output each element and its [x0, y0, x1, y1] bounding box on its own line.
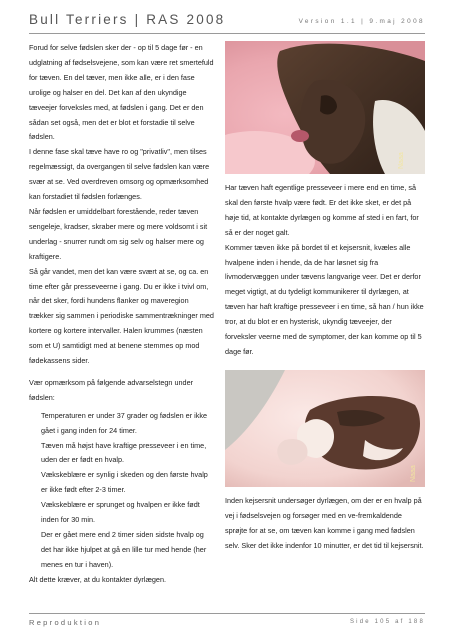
right-column-top — [225, 181, 425, 360]
section-name: Reproduktion — [29, 618, 102, 627]
closing-paragraph: Alt dette kræver, at du kontakter dyrlægen. — [29, 574, 167, 584]
right-column-bottom — [225, 494, 425, 554]
list-item: Der er gået mere end 2 timer siden sidste hvalp og det har ikke hjulpet at gå en lille tur med hende (her menes en tur i haven). — [41, 530, 207, 569]
paragraph: Når fødslen er umiddelbart forestående, reder tæven sengeleje, kradser, skraber mere og mere voldsomt i sit underlag - snurrer rundt om sig selv og halser mere og kraftigere. — [29, 206, 208, 261]
paragraph: Vær opmærksom på følgende advarselstegn under fødslen: — [29, 377, 194, 402]
page-footer — [29, 618, 425, 632]
version-info: Version 1.1 | 9.maj 2008 — [298, 18, 425, 25]
page-number: Side 105 af 188 — [349, 619, 425, 625]
warning-signs-list — [41, 409, 214, 573]
list-item: Vækskeblære er synlig i skeden og den første hvalp er ikke født efter 2-3 timer. — [41, 470, 208, 495]
list-item: Temperaturen er under 37 grader og fødslen er ikke gået i gang inden for 24 timer. — [41, 410, 208, 435]
list-item: Vækskeblære er sprunget og hvalpen er ikke født inden for 30 min. — [41, 500, 200, 525]
puppy-nursing-photo — [225, 41, 425, 174]
paragraph: Har tæven haft egentlige presseveer i mere end en time, så skal den første hvalp være født. Er det ikke sket, er det på høje tid, at kontakte dyrlægen og komme af sted i en fart, for så er der noget galt. — [225, 183, 419, 237]
paragraph: Forud for selve fødslen sker der - op til 5 dage før - en udglatning af fødselsvejene, som kan være ret smertefuld for tæven. En del tæver, men ikke alle, er i den fase urolige og halser en del. Det kan af den ukyndige tæveejer forveksles med, at fødslen i gang. Det er den sådan set også, men det er blot et forstadie til selve fødslen. — [29, 43, 214, 142]
paragraph: I denne fase skal tæve have ro og "privatliv", men tilses regelmæssigt, da overgangen til selve fødslen kan være svær at se. Ved overdreven omsorg og opmærksomhed kan forstadiet til fødslen forlænges. — [29, 147, 210, 202]
header-rule — [29, 33, 425, 34]
photo-watermark: Naaa — [398, 152, 405, 169]
newborn-puppy-photo — [225, 370, 425, 487]
list-item: Tæven må højst have kraftige presseveer i en time, uden der er født en hvalp. — [41, 440, 207, 465]
paragraph: Kommer tæven ikke på bordet til et kejsersnit, kvæles alle hvalpene inden i hende, da de har løsnet sig fra livmodervæggen under tævens langvarige veer. Det er derfor meget vigtigt, at du tydeligt kommunikerer til dyrlægen, at tæven har haft kraftige presseveer i en time, så han / hun ikke tror, at du blot er en hysterisk, ukyndig tæveejer, der forveksler veerne med de symptomer, der kan komme op til 5 dage før. — [225, 242, 424, 356]
newborn-puppy-image — [225, 370, 425, 487]
document-title: Bull Terriers | RAS 2008 — [29, 12, 226, 27]
footer-rule — [29, 613, 425, 614]
photo-watermark: Naaa — [410, 465, 417, 482]
paragraph: Så går vandet, men det kan være svært at se, og ca. en time efter går presseveerne i gang. Du er ikke i tvivl om, når det sker, fordi hundens flanker og maveregion trækker sig sammen i periodiske sammentrækninger med kortere og kortere intervaller. Halen krummes (næsten som et U) samtidigt med at benene stemmes op mod fødekassens sider. — [29, 266, 214, 366]
puppy-nursing-image — [225, 41, 425, 174]
paragraph: Inden kejsersnit undersøger dyrlægen, om der er en hvalp på vej i fødselsvejen og forsøger med en ve-fremkaldende sprøjte for at se, om tæven kan komme i gang med fødslen selv. Sker det ikke indenfor 10 minutter, er det tid til kejsersnit. — [225, 496, 424, 550]
page-header — [29, 12, 425, 34]
left-column — [29, 41, 214, 588]
